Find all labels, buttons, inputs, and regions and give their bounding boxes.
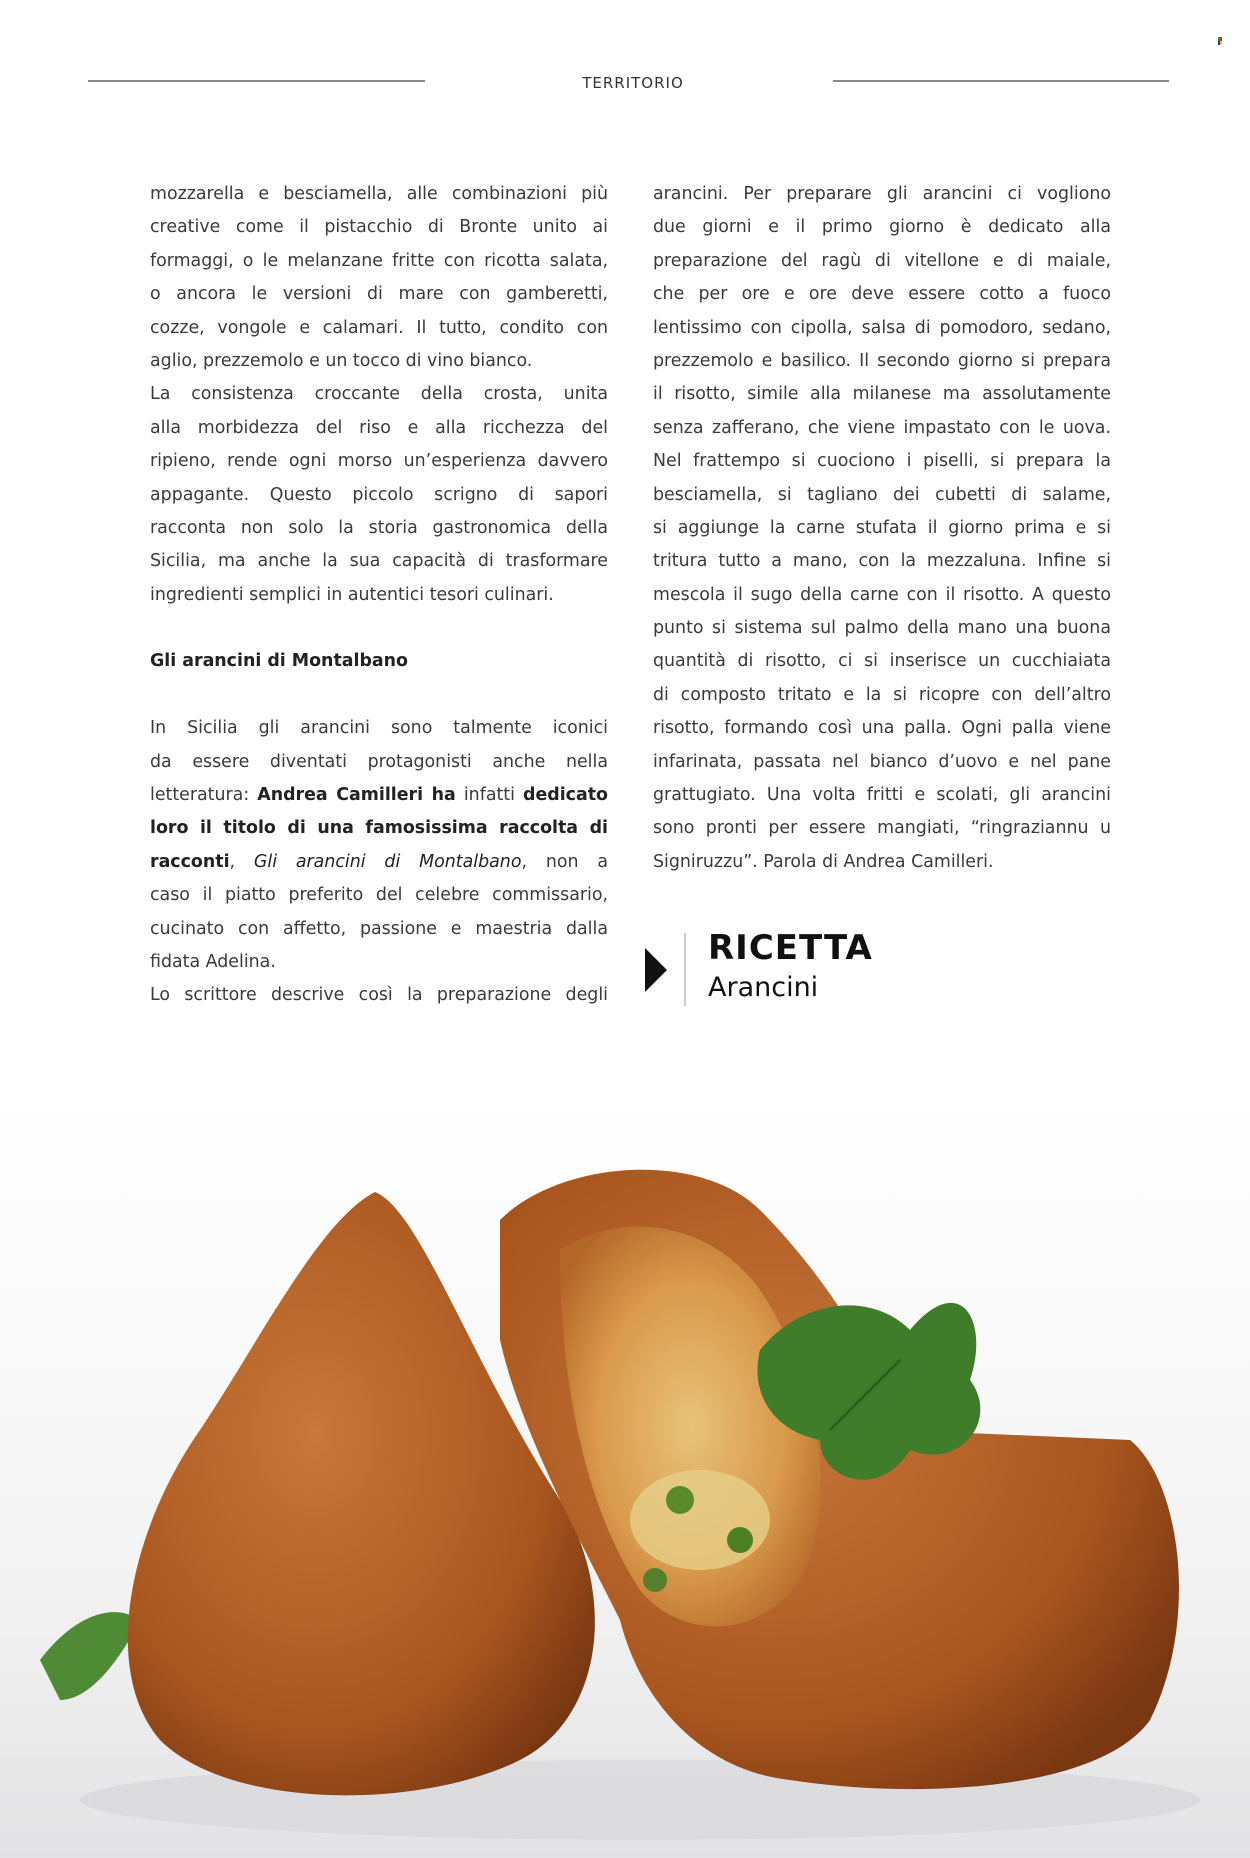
text-line: due giorni e il primo giorno è dedicato alla [653, 217, 1111, 238]
text-line: besciamella, si tagliano dei cubetti di salame, [653, 484, 1111, 505]
text-line: tritura tutto a mano, con la mezzaluna. Infine si [653, 551, 1111, 572]
text-line: cucinato con affetto, passione e maestria dalla [150, 918, 608, 939]
recipe-divider [684, 933, 686, 1006]
text-line: Sicilia, ma anche la sua capacità di trasformare [150, 551, 608, 572]
text-line: loro il titolo di una famosissima raccolta di [150, 818, 608, 839]
text-line: sono pronti per essere mangiati, “ringraziannu u [653, 818, 1111, 839]
paragraph [150, 378, 608, 612]
header-rule-right [833, 80, 1169, 82]
text-line: grattugiato. Una volta fritti e scolati, gli arancini [653, 785, 1111, 806]
recipe-label: RICETTA [708, 928, 873, 968]
text-line: In Sicilia gli arancini sono talmente iconici [150, 718, 608, 739]
text-line: che per ore e ore deve essere cotto a fuoco [653, 284, 1111, 305]
text-line: il risotto, simile alla milanese ma assolutamente [653, 384, 1111, 405]
text-line: infarinata, passata nel bianco d’uovo e nel pane [653, 751, 1111, 772]
text-line: letteratura: Andrea Camilleri ha infatti dedicato [150, 785, 608, 806]
text-line: ripieno, rende ogni morso un’esperienza davvero [150, 451, 608, 472]
text-line: quantità di risotto, ci si inserisce un cucchiaiata [653, 651, 1111, 672]
text-line: risotto, formando così una palla. Ogni palla viene [653, 718, 1111, 739]
play-triangle-icon [645, 948, 667, 992]
section-title: TERRITORIO [582, 74, 684, 92]
text-line: lentissimo con cipolla, salsa di pomodoro, sedano, [653, 317, 1111, 338]
text-line: Lo scrittore descrive così la preparazione degli [150, 985, 608, 1006]
text-line: cozze, vongole e calamari. Il tutto, condito con [150, 317, 608, 338]
text-line: racconta non solo la storia gastronomica della [150, 517, 608, 538]
pea [727, 1527, 753, 1553]
paragraph [150, 178, 608, 378]
paragraph [150, 712, 608, 979]
text-line: o ancora le versioni di mare con gamberetti, [150, 284, 608, 305]
color-mark [1218, 37, 1223, 45]
text-line: Nel frattempo si cuociono i piselli, si prepara la [653, 451, 1111, 472]
text-line: preparazione del ragù di vitellone e di maiale, [653, 250, 1111, 271]
text-line: da essere diventati protagonisti anche nella [150, 751, 608, 772]
book-title: Gli arancini di Montalbano [253, 851, 522, 872]
text-line: formaggi, o le melanzane fritte con ricotta salata, [150, 250, 608, 271]
pea [643, 1568, 667, 1592]
subheading: Gli arancini di Montalbano [150, 651, 408, 672]
text-line: racconti, Gli arancini di Montalbano, non a [150, 851, 608, 872]
right-column [653, 178, 1111, 879]
text-line: appagante. Questo piccolo scrigno di sapori [150, 484, 608, 505]
text-line: di composto tritato e la si ricopre con dell’altro [653, 684, 1111, 705]
text-line: mozzarella e besciamella, alle combinazioni più [150, 184, 608, 204]
text-line: creative come il pistacchio di Bronte unito ai [150, 217, 608, 238]
text-line: punto si sistema sul palmo della mano una buona [653, 618, 1111, 639]
arancini-photo [0, 1100, 1250, 1858]
text-line: alla morbidezza del riso e alla ricchezza del [150, 417, 608, 438]
text-line: fidata Adelina. [150, 951, 276, 972]
text-line: Signiruzzu”. Parola di Andrea Camilleri. [653, 851, 994, 872]
text-line: senza zafferano, che viene impastato con le uova. [653, 417, 1111, 438]
text-line: arancini. Per preparare gli arancini ci vogliono [653, 184, 1111, 204]
text-line: si aggiunge la carne stufata il giorno prima e si [653, 517, 1111, 538]
bechamel [630, 1470, 770, 1570]
pea [666, 1486, 694, 1514]
text-line: ingredienti semplici in autentici tesori culinari. [150, 584, 554, 605]
text-line: aglio, prezzemolo e un tocco di vino bianco. [150, 350, 533, 371]
text-line: prezzemolo e basilico. Il secondo giorno si prepara [653, 350, 1111, 371]
left-column [150, 178, 608, 1013]
text-line: caso il piatto preferito del celebre commissario, [150, 885, 608, 906]
recipe-name: Arancini [708, 972, 819, 1003]
text-line: mescola il sugo della carne con il risotto. A questo [653, 584, 1111, 605]
text-line: La consistenza croccante della crosta, unita [150, 384, 608, 405]
